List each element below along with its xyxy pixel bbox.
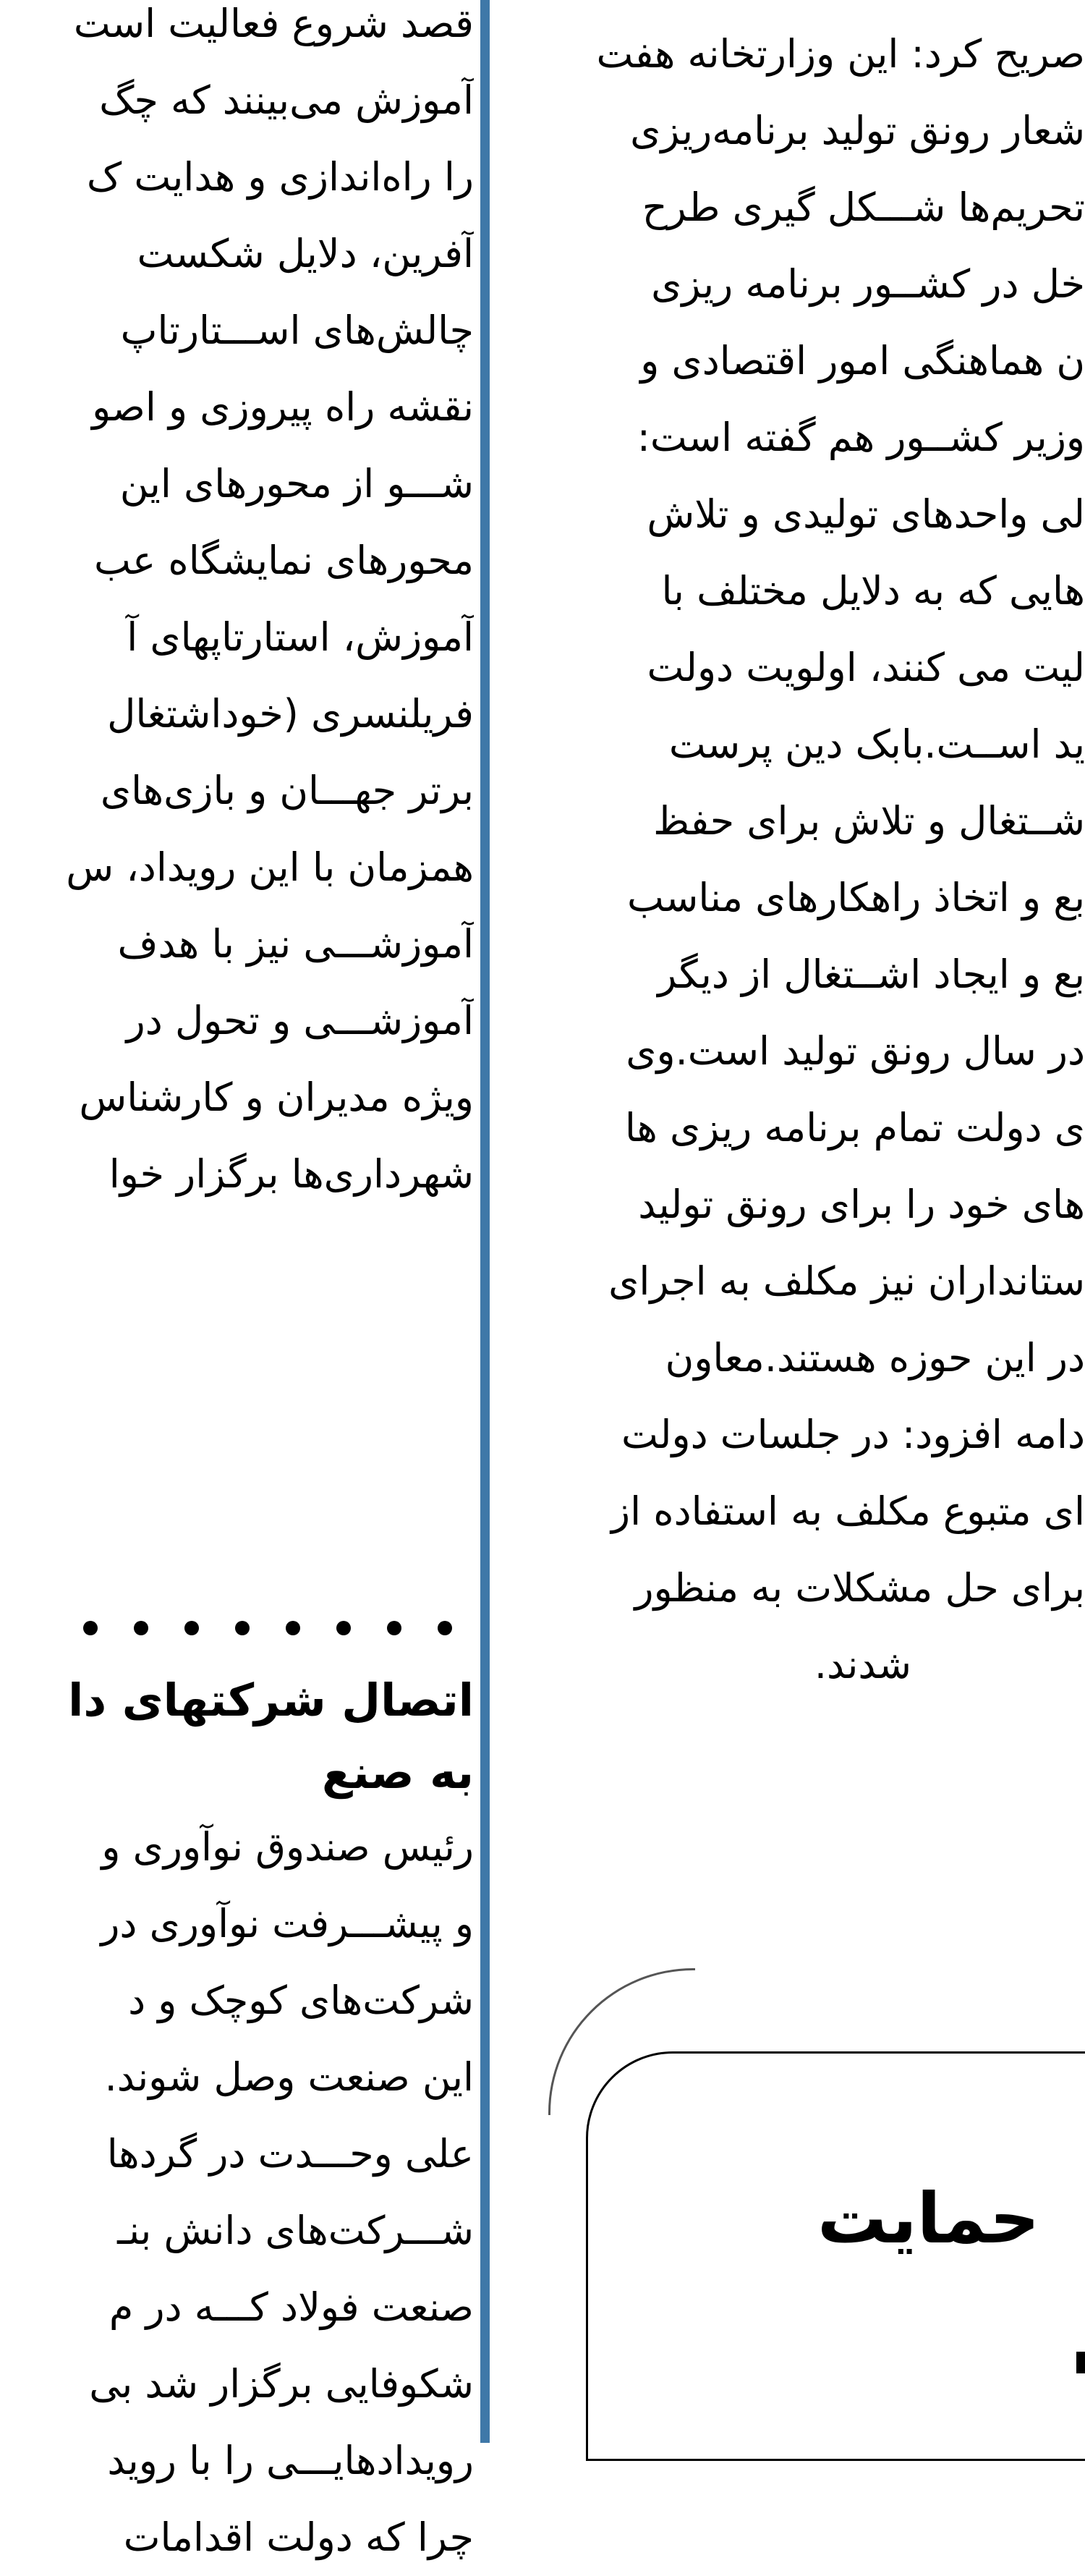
- text-line: برای حل مشکلات به منظور: [634, 1565, 1085, 1611]
- text-line: بع و اتخاذ راهکارهای مناسب: [627, 875, 1085, 920]
- text-line: قصد شروع فعالیت است: [73, 1, 474, 46]
- headline-line: به صنع: [321, 1746, 474, 1799]
- text-line: ید اســت.بابک دین پرست: [668, 721, 1085, 767]
- text-line: صریح کرد: این وزارتخانه هفت: [596, 31, 1085, 77]
- text-line: فریلنسری (خوداشتغال: [107, 691, 474, 737]
- text-line: علی وحـــدت در گردها: [106, 2131, 474, 2177]
- text-line: آموزشـــی و تحول در: [126, 998, 474, 1043]
- text-line: برتر جهـــان و بازی‌های: [100, 768, 474, 813]
- text-line: دامه افزود: در جلسات دولت: [621, 1412, 1085, 1457]
- dot-icon: [83, 1621, 98, 1635]
- text-line: شـــو از محورهای این: [119, 461, 474, 507]
- text-line: تحریم‌ها شـــکل گیری طرح: [642, 185, 1085, 230]
- text-line: شـــرکت‌های دانش بنـ: [117, 2208, 474, 2253]
- text-line: در این حوزه هستند.معاون: [665, 1335, 1085, 1381]
- text-line: صنعت فولاد کـــه در م: [109, 2284, 474, 2330]
- dot-icon: [134, 1621, 148, 1635]
- dot-icon: [235, 1621, 250, 1635]
- text-line: آفرین، دلایل شکست: [137, 231, 474, 276]
- headline-line: اتصال شرکتهای دا: [68, 1674, 474, 1726]
- dot-icon: [438, 1621, 452, 1635]
- text-line: ن هماهنگی امور اقتصادی و: [640, 338, 1085, 384]
- text-line: های خود را برای رونق تولید: [638, 1182, 1085, 1227]
- separator-dots: [0, 1614, 474, 1643]
- text-line: لیت می کنند، اولویت دولت: [647, 645, 1085, 690]
- text-line: لی واحدهای تولیدی و تلاش: [647, 491, 1085, 537]
- right-column: [542, 0, 1085, 1703]
- article-headline: [0, 1664, 474, 1809]
- text-line: شعار رونق تولید برنامه‌ریزی: [630, 108, 1085, 153]
- text-line: آموزشـــی نیز با هدف: [117, 921, 474, 967]
- text-line: محورهای نمایشگاه عب: [94, 538, 474, 583]
- text-line: آموزش می‌بینند که چگ: [99, 77, 474, 123]
- text-line: و پیشـــرفت نوآوری در: [101, 1901, 474, 1946]
- text-line: در سال رونق تولید است.وی: [626, 1028, 1085, 1074]
- column-divider: [480, 0, 490, 2443]
- text-line: همزمان با این رویداد، س: [66, 844, 474, 890]
- text-line: آموزش، استارتاپهای آ: [127, 614, 474, 660]
- text-line: رئیس صندوق نوآوری و: [101, 1824, 474, 1870]
- ad-mark: [1076, 2352, 1085, 2373]
- text-line: خل در کشــور برنامه ریزی: [651, 261, 1085, 307]
- left-column-top: [0, 0, 474, 1213]
- text-line: هایی که به دلایل مختلف با: [661, 568, 1085, 614]
- text-line: ویژه مدیران و کارشناس: [79, 1075, 474, 1120]
- text-line: وزیر کشــور هم گفته است:: [637, 415, 1085, 460]
- dot-icon: [387, 1621, 401, 1635]
- text-line: این صنعت وصل شوند.: [104, 2054, 474, 2100]
- dot-icon: [286, 1621, 300, 1635]
- left-column-body: [0, 1809, 474, 2576]
- dot-icon: [184, 1621, 199, 1635]
- text-line: شرکت‌های کوچک و د: [128, 1978, 474, 2023]
- text-line: بع و ایجاد اشــتغال از دیگر: [658, 952, 1085, 997]
- dot-icon: [336, 1621, 351, 1635]
- text-line: چالش‌های اســـتارتاپ: [120, 308, 474, 353]
- text-line: ای متبوع مکلف به استفاده از: [611, 1488, 1085, 1534]
- text-line: شــتغال و تلاش برای حفظ: [653, 798, 1085, 844]
- text-line: رویدادهایـــی را با روید: [107, 2438, 474, 2483]
- text-line: شدند.: [814, 1642, 911, 1687]
- text-line: شهرداری‌ها برگزار خوا: [109, 1151, 474, 1197]
- text-line: ی دولت تمام برنامه ریزی ها: [624, 1105, 1085, 1151]
- text-line: نقشه راه پیروزی و اصو: [92, 384, 474, 430]
- text-line: شکوفایی برگزار شد بی: [89, 2361, 474, 2407]
- text-line: را راه‌اندازی و هدایت ک: [86, 154, 474, 200]
- ad-title: حمایت: [817, 2178, 1040, 2259]
- text-line: چرا که دولت اقدامات: [123, 2514, 474, 2560]
- text-line: ستانداران نیز مکلف به اجرای: [608, 1258, 1085, 1304]
